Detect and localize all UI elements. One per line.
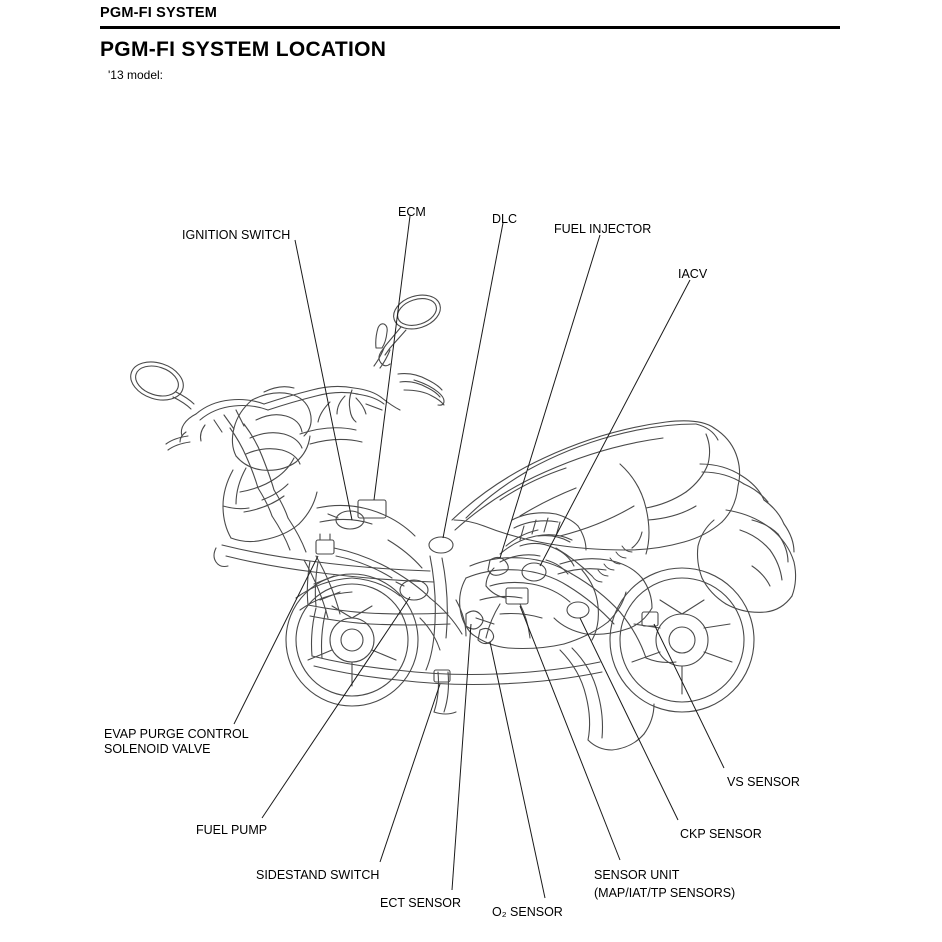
model-note: '13 model: [108, 68, 163, 82]
callout-fuel-pump: FUEL PUMP [196, 823, 268, 837]
callout-evap-purge-control-solenoid-valve: EVAP PURGE CONTROL SOLENOID VALVE [104, 727, 249, 756]
header-divider [100, 26, 840, 29]
callout-sensor-unit-detail: (MAP/IAT/TP SENSORS) [594, 886, 736, 900]
callout-sidestand-switch: SIDESTAND SWITCH [256, 868, 380, 882]
callout-ecm: ECM [398, 205, 426, 219]
callout-fuel-injector: FUEL INJECTOR [554, 222, 652, 236]
callout-ect-sensor: ECT SENSOR [380, 896, 462, 910]
page-header: PGM-FI SYSTEM [100, 5, 217, 21]
callout-vs-sensor: VS SENSOR [727, 775, 800, 789]
callout-dlc: DLC [492, 212, 518, 226]
callout-iacv: IACV [678, 267, 708, 281]
leader-lines [234, 216, 724, 898]
callout-o2-sensor: O₂ SENSOR [492, 905, 563, 919]
callout-ckp-sensor: CKP SENSOR [680, 827, 762, 841]
page-title: PGM-FI SYSTEM LOCATION [100, 38, 387, 61]
callout-sensor-unit: SENSOR UNIT [594, 868, 680, 882]
callout-ignition-switch: IGNITION SWITCH [182, 228, 291, 242]
